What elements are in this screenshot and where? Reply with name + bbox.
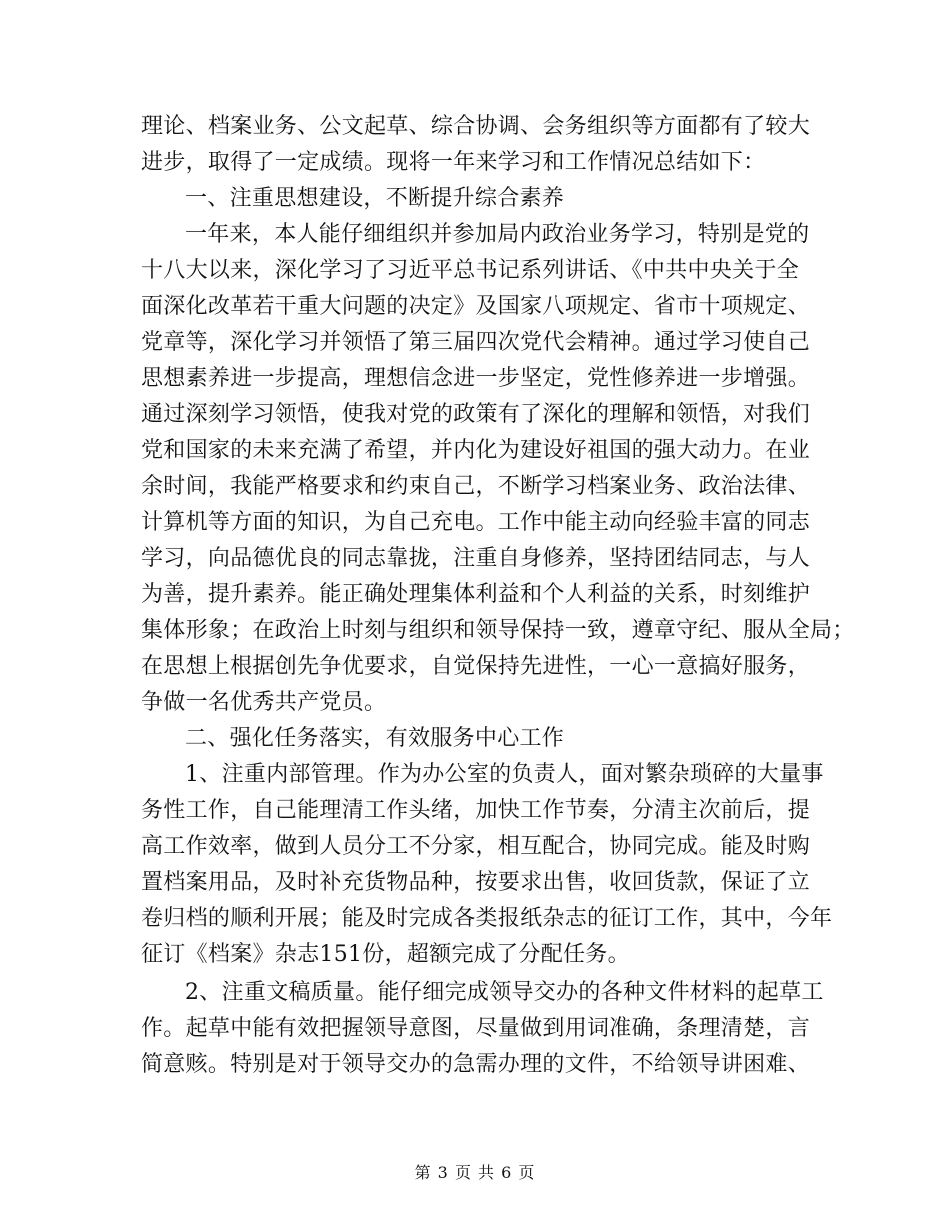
text-line: 集体形象；在政治上时刻与组织和领导保持一致，遵章守纪、服从全局；: [141, 618, 855, 643]
text-line: 思想素养进一步提高，理想信念进一步坚定，党性修养进一步增强。: [141, 366, 811, 391]
text-line: 党和国家的未来充满了希望，并内化为建设好祖国的强大动力。在业: [141, 438, 811, 463]
text-line: 余时间，我能严格要求和约束自己，不断学习档案业务、政治法律、: [141, 474, 811, 499]
page-footer: 第 3 页 共 6 页: [414, 1163, 536, 1182]
text-line: 卷归档的顺利开展；能及时完成各类报纸杂志的征订工作，其中，今年: [141, 906, 833, 931]
text-line: 党章等，深化学习并领悟了第三届四次党代会精神。通过学习使自己: [141, 330, 811, 355]
text-line: 征订《档案》杂志151份，超额完成了分配任务。: [141, 942, 630, 967]
text-line: 十八大以来，深化学习了习近平总书记系列讲话、《中共中央关于全: [141, 258, 800, 283]
text-line: 高工作效率，做到人员分工不分家，相互配合，协同完成。能及时购: [141, 834, 811, 859]
text-line: 在思想上根据创先争优要求，自觉保持先进性，一心一意搞好服务，: [141, 654, 811, 679]
text-line: 务性工作，自己能理清工作头绪，加快工作节奏，分清主次前后，提: [141, 798, 811, 823]
text-line: 置档案用品，及时补充货物品种，按要求出售，收回货款，保证了立: [141, 870, 811, 895]
text-line: 为善，提升素养。能正确处理集体利益和个人利益的关系，时刻维护: [141, 582, 811, 607]
text-line: 1、注重内部管理。作为办公室的负责人，面对繁杂琐碎的大量事: [185, 762, 824, 787]
text-line: 进步，取得了一定成绩。现将一年来学习和工作情况总结如下：: [141, 150, 766, 175]
section-heading: 二、强化任务落实，有效服务中心工作: [185, 726, 565, 751]
text-line: 争做一名优秀共产党员。: [141, 690, 387, 715]
text-line: 简意赅。特别是对于领导交办的急需办理的文件，不给领导讲困难、: [141, 1052, 811, 1077]
text-line: 2、注重文稿质量。能仔细完成领导交办的各种文件材料的起草工: [185, 980, 824, 1005]
text-line: 通过深刻学习领悟，使我对党的政策有了深化的理解和领悟，对我们: [141, 402, 811, 427]
text-line: 计算机等方面的知识，为自己充电。工作中能主动向经验丰富的同志: [141, 510, 811, 535]
text-line: 面深化改革若干重大问题的决定》及国家八项规定、省市十项规定、: [141, 294, 811, 319]
text-line: 理论、档案业务、公文起草、综合协调、会务组织等方面都有了较大: [141, 114, 811, 139]
text-line: 一年来，本人能仔细组织并参加局内政治业务学习，特别是党的: [185, 222, 810, 247]
text-line: 学习，向品德优良的同志靠拢，注重自身修养，坚持团结同志，与人: [141, 546, 811, 571]
section-heading: 一、注重思想建设，不断提升综合素养: [185, 186, 565, 211]
text-line: 作。起草中能有效把握领导意图，尽量做到用词准确，条理清楚，言: [141, 1016, 811, 1041]
